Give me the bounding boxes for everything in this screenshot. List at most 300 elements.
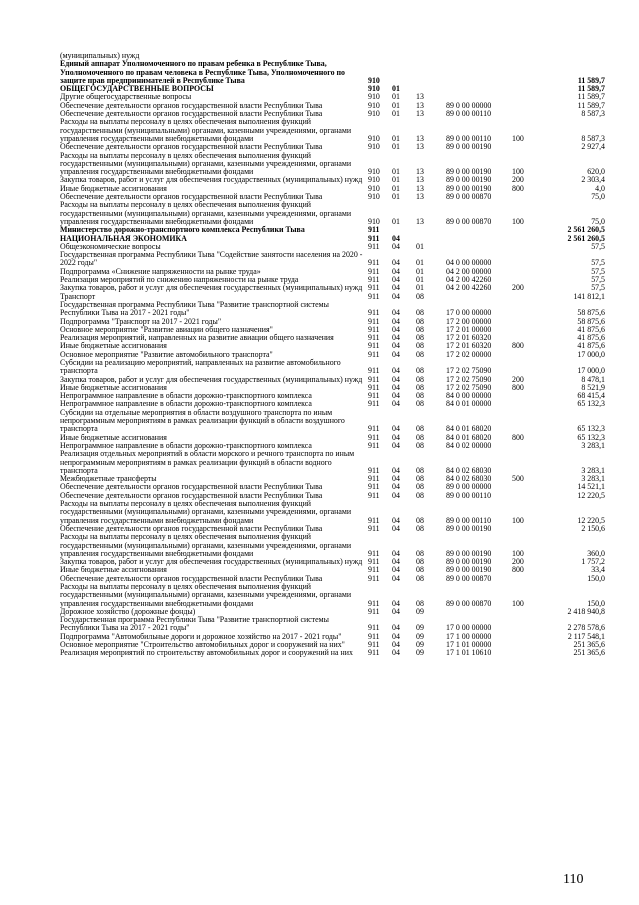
- section-code: 04: [392, 474, 400, 484]
- amount: 14 521,1: [577, 482, 605, 492]
- row-name: Обеспечение деятельности органов государственной власти Республики Тыва: [60, 142, 323, 152]
- amount: 65 132,3: [577, 399, 605, 409]
- budget-table-body: [60, 52, 605, 658]
- row-name: Другие общегосударственные вопросы: [60, 92, 192, 102]
- department-code: 911: [368, 482, 380, 492]
- section-code: 04: [392, 275, 400, 285]
- row-name: Государственная программа Республики Тыва "Содействие занятости населения на 2020 - 2022 годы": [60, 250, 363, 268]
- target-article-code: 17 2 02 75090: [446, 366, 492, 376]
- row-name: Обеспечение деятельности органов государственной власти Республики Тыва: [60, 109, 323, 119]
- amount: 17 000,0: [577, 366, 605, 376]
- department-code: 911: [368, 490, 380, 500]
- expense-type-code: [512, 575, 540, 583]
- target-article-code: 84 0 02 68030: [446, 474, 492, 484]
- expense-type-code: 100: [512, 548, 524, 558]
- subsection-code: 08: [416, 573, 424, 583]
- amount: 12 220,5: [577, 490, 605, 500]
- target-article-code: 84 0 00 00000: [446, 391, 492, 401]
- target-article-code: 89 0 00 00190: [446, 565, 492, 575]
- department-code: 911: [368, 623, 380, 633]
- subsection-code: 08: [416, 382, 424, 392]
- department-code: 911: [368, 523, 380, 533]
- section-code: 04: [392, 482, 400, 492]
- target-article-code: 89 0 00 00870: [446, 216, 492, 226]
- section-code: 04: [392, 333, 400, 343]
- amount: 58 875,6: [577, 316, 605, 326]
- department-code: 911: [368, 316, 380, 326]
- row-name: НАЦИОНАЛЬНАЯ ЭКОНОМИКА: [60, 233, 187, 243]
- amount: 8 521,9: [581, 382, 605, 392]
- amount: 150,0: [587, 573, 605, 583]
- expense-type-code: [512, 392, 540, 400]
- subsection-code: 08: [416, 341, 424, 351]
- target-article-code: 84 0 01 68020: [446, 424, 492, 434]
- expense-type-code: [512, 143, 540, 151]
- section-code: [392, 52, 416, 60]
- target-article-code: 84 0 02 00000: [446, 440, 492, 450]
- section-code: 04: [392, 606, 400, 616]
- subsection-code: 09: [416, 640, 424, 650]
- section-code: 04: [392, 515, 400, 525]
- subsection-code: 08: [416, 440, 424, 450]
- table-row: [60, 616, 605, 633]
- department-code: 911: [368, 341, 380, 351]
- department-code: 910: [368, 175, 380, 185]
- row-name: Единый аппарат Уполномоченного по правам ребенка в Республике Тыва, Уполномоченного по правам человека в Республике Тыва, Уполномоченного по защите прав предпринимателей в Республике Тыва: [60, 59, 346, 85]
- section-code: 04: [392, 648, 400, 658]
- amount: 8 587,3: [581, 133, 605, 143]
- target-article-code: 89 0 00 00110: [446, 490, 492, 500]
- subsection-code: 08: [416, 399, 424, 409]
- section-code: 04: [392, 598, 400, 608]
- section-code: 01: [392, 100, 400, 110]
- expense-type-code: [512, 52, 540, 60]
- amount: 11 589,7: [577, 92, 605, 102]
- expense-type-code: [512, 409, 540, 434]
- amount: 150,0: [587, 598, 605, 608]
- department-code: 911: [368, 598, 380, 608]
- department-code: 911: [368, 432, 380, 442]
- subsection-code: 08: [416, 316, 424, 326]
- expense-type-code: 800: [512, 432, 524, 442]
- department-code: 911: [368, 308, 380, 318]
- department-code: 911: [368, 324, 380, 334]
- section-code: 01: [392, 216, 400, 226]
- department-code: 911: [368, 349, 380, 359]
- target-article-code: 89 0 00 00190: [446, 167, 492, 177]
- target-article-code: 89 0 00 00110: [446, 133, 492, 143]
- subsection-code: 08: [416, 598, 424, 608]
- target-article-code: 17 2 02 75090: [446, 382, 492, 392]
- subsection-code: 13: [416, 133, 424, 143]
- table-row: [60, 533, 605, 558]
- subsection-code: 08: [416, 515, 424, 525]
- target-article-code: 89 0 00 00190: [446, 142, 492, 152]
- expense-type-code: 200: [512, 374, 524, 384]
- section-code: 04: [392, 283, 400, 293]
- amount: 2 561 260,5: [567, 225, 605, 235]
- expense-type-code: 800: [512, 382, 524, 392]
- amount: 620,0: [587, 167, 605, 177]
- amount: 3 283,1: [581, 474, 605, 484]
- expense-type-code: [512, 641, 540, 649]
- department-code: 911: [368, 225, 380, 235]
- row-name: Транспорт: [60, 291, 96, 301]
- target-article-code: 17 0 00 00000: [446, 308, 492, 318]
- amount: 11 589,7: [577, 84, 605, 94]
- section-code: 04: [392, 465, 400, 475]
- section-code: 01: [392, 192, 400, 202]
- row-name: Общеэкономические вопросы: [60, 241, 161, 251]
- target-article-code: 04 0 00 00000: [446, 258, 492, 268]
- expense-type-code: [512, 85, 540, 93]
- amount: 57,5: [591, 283, 605, 293]
- target-article-code: 17 1 01 00000: [446, 640, 492, 650]
- expense-type-code: [512, 235, 540, 243]
- subsection-code: 08: [416, 366, 424, 376]
- table-row: [60, 359, 605, 376]
- subsection-code: 08: [416, 490, 424, 500]
- expense-type-code: 100: [512, 216, 524, 226]
- amount: 65 132,3: [577, 432, 605, 442]
- amount: 2 150,6: [581, 523, 605, 533]
- row-name: Иные бюджетные ассигнования: [60, 341, 167, 351]
- amount: 2 117 548,1: [567, 631, 605, 641]
- expense-type-code: [512, 442, 540, 450]
- row-name: Расходы на выплаты персоналу в целях обеспечения выполнения функций государственными (муниципальными) органами, казенными учреждениями, органами управления государственными внебюджетными фондами: [60, 499, 352, 525]
- amount: 57,5: [591, 241, 605, 251]
- expense-type-code: [512, 492, 540, 500]
- expense-type-code: [512, 326, 540, 334]
- table-row: [60, 60, 605, 85]
- subsection-code: 13: [416, 167, 424, 177]
- amount: 65 132,3: [577, 424, 605, 434]
- department-code: 910: [368, 84, 380, 94]
- subsection-code: 01: [416, 275, 424, 285]
- department-code: 911: [368, 283, 380, 293]
- row-name: Непрограммное направление в области дорожно-транспортного комплекса: [60, 440, 312, 450]
- section-code: 04: [392, 565, 400, 575]
- row-name: Обеспечение деятельности органов государственной власти Республики Тыва: [60, 100, 323, 110]
- department-code: 910: [368, 100, 380, 110]
- department-code: 911: [368, 275, 380, 285]
- department-code: 910: [368, 75, 380, 85]
- department-code: 910: [368, 192, 380, 202]
- department-code: 911: [368, 515, 380, 525]
- row-name: Подпрограмма «Снижение напряженности на рынке труда»: [60, 266, 261, 276]
- target-article-code: [446, 243, 512, 251]
- target-article-code: [446, 52, 512, 60]
- section-code: 04: [392, 432, 400, 442]
- subsection-code: 08: [416, 432, 424, 442]
- target-article-code: 17 1 00 00000: [446, 631, 492, 641]
- row-name: Государственная программа Республики Тыва "Развитие транспортной системы Республики Тыва на 2017 - 2021 годы": [60, 299, 329, 318]
- target-article-code: 89 0 00 00870: [446, 573, 492, 583]
- target-article-code: [446, 60, 512, 85]
- row-name: ОБЩЕГОСУДАРСТВЕННЫЕ ВОПРОСЫ: [60, 84, 214, 94]
- department-code: 911: [368, 465, 380, 475]
- subsection-code: 08: [416, 474, 424, 484]
- amount: 57,5: [591, 275, 605, 285]
- row-name: Реализация мероприятий по строительству автомобильных дорог и сооружений на них: [60, 648, 353, 658]
- target-article-code: 17 2 01 60320: [446, 333, 492, 343]
- amount: 251 365,6: [573, 648, 605, 658]
- row-name: Закупка товаров, работ и услуг для обеспечения государственных (муниципальных) нужд: [60, 557, 363, 567]
- subsection-code: 13: [416, 92, 424, 102]
- table-row: [60, 301, 605, 318]
- row-name: Субсидии на отдельные мероприятия в области воздушного транспорта по иным непрограммным мероприятиям в рамках реализации функций в области воздушного транспорта: [60, 407, 345, 434]
- section-code: 04: [392, 258, 400, 268]
- section-code: 04: [392, 382, 400, 392]
- target-article-code: 04 2 00 00000: [446, 266, 492, 276]
- department-code: 911: [368, 241, 380, 251]
- expense-type-code: [512, 633, 540, 641]
- section-code: 01: [392, 142, 400, 152]
- amount: 41 875,6: [577, 333, 605, 343]
- department-code: [368, 52, 392, 60]
- department-code: 911: [368, 233, 380, 243]
- department-code: 911: [368, 565, 380, 575]
- subsection-code: 08: [416, 324, 424, 334]
- row-name: Иные бюджетные ассигнования: [60, 183, 167, 193]
- department-code: 910: [368, 167, 380, 177]
- target-article-code: 04 2 00 42260: [446, 283, 492, 293]
- table-row: [60, 409, 605, 434]
- target-article-code: [446, 293, 512, 301]
- amount: 2 303,4: [581, 175, 605, 185]
- target-article-code: 17 2 01 00000: [446, 324, 492, 334]
- row-name: Подпрограмма "Автомобильные дороги и дорожное хозяйство на 2017 - 2021 годы": [60, 631, 342, 641]
- row-name: Субсидии на реализацию мероприятий, направленных на развитие автомобильного транспорта: [60, 357, 341, 376]
- target-article-code: 89 0 00 00870: [446, 192, 492, 202]
- row-name: Подпрограмма "Транспорт на 2017 - 2021 годы": [60, 316, 222, 326]
- subsection-code: 09: [416, 631, 424, 641]
- target-article-code: 84 0 02 68030: [446, 465, 492, 475]
- target-article-code: 17 2 02 75090: [446, 374, 492, 384]
- section-code: 04: [392, 324, 400, 334]
- department-code: 911: [368, 366, 380, 376]
- department-code: 911: [368, 631, 380, 641]
- row-name: Иные бюджетные ассигнования: [60, 565, 167, 575]
- amount: 41 875,6: [577, 324, 605, 334]
- row-name: Непрограммное направление в области дорожно-транспортного комплекса: [60, 399, 312, 409]
- row-name: Расходы на выплаты персоналу в целях обеспечения выполнения функций государственными (муниципальными) органами, казенными учреждениями, органами управления государственными внебюджетными фондами: [60, 117, 352, 143]
- expense-type-code: [512, 293, 540, 301]
- subsection-code: 13: [416, 142, 424, 152]
- target-article-code: 89 0 00 00190: [446, 175, 492, 185]
- section-code: 04: [392, 523, 400, 533]
- row-name: Обеспечение деятельности органов государственной власти Республики Тыва: [60, 490, 323, 500]
- expense-type-code: 800: [512, 341, 524, 351]
- expense-type-code: [512, 351, 540, 359]
- department-code: 911: [368, 258, 380, 268]
- subsection-code: [416, 226, 446, 234]
- department-code: 910: [368, 142, 380, 152]
- subsection-code: 08: [416, 349, 424, 359]
- table-row: [60, 450, 605, 475]
- department-code: 911: [368, 640, 380, 650]
- subsection-code: 01: [416, 258, 424, 268]
- expense-type-code: 800: [512, 183, 524, 193]
- subsection-code: 01: [416, 266, 424, 276]
- subsection-code: 13: [416, 175, 424, 185]
- row-name: Министерство дорожно-транспортного комплекса Республики Тыва: [60, 225, 305, 235]
- expense-type-code: [512, 243, 540, 251]
- expense-type-code: [512, 268, 540, 276]
- table-row: [60, 152, 605, 177]
- department-code: 910: [368, 109, 380, 119]
- amount: 4,0: [595, 183, 605, 193]
- row-name: Расходы на выплаты персоналу в целях обеспечения выполнения функций государственными (муниципальными) органами, казенными учреждениями, органами управления государственными внебюджетными фондами: [60, 532, 352, 558]
- budget-table: [60, 52, 605, 658]
- row-name: Основное мероприятие "Развитие автомобильного транспорта": [60, 349, 273, 359]
- row-name: Расходы на выплаты персоналу в целях обеспечения выполнения функций государственными (муниципальными) органами, казенными учреждениями, органами управления государственными внебюджетными фондами: [60, 200, 352, 226]
- department-code: 911: [368, 374, 380, 384]
- subsection-code: 08: [416, 465, 424, 475]
- target-article-code: 17 0 00 00000: [446, 623, 492, 633]
- target-article-code: [446, 85, 512, 93]
- subsection-code: 01: [416, 283, 424, 293]
- target-article-code: 17 2 02 00000: [446, 349, 492, 359]
- department-code: 911: [368, 266, 380, 276]
- expense-type-code: [512, 359, 540, 376]
- amount: 75,0: [591, 192, 605, 202]
- subsection-code: 08: [416, 523, 424, 533]
- table-row: [60, 649, 605, 657]
- amount: [540, 52, 605, 60]
- expense-type-code: [512, 110, 540, 118]
- department-code: 911: [368, 399, 380, 409]
- expense-type-code: 200: [512, 283, 524, 293]
- subsection-code: 01: [416, 241, 424, 251]
- target-article-code: 84 0 01 00000: [446, 399, 492, 409]
- target-article-code: [446, 608, 512, 616]
- row-name: Основное мероприятие "Развитие авиации общего назначения": [60, 324, 273, 334]
- target-article-code: 17 1 01 10610: [446, 648, 492, 658]
- section-code: 04: [392, 374, 400, 384]
- section-code: 04: [392, 440, 400, 450]
- section-code: 04: [392, 424, 400, 434]
- section-code: 04: [392, 366, 400, 376]
- amount: 75,0: [591, 216, 605, 226]
- expense-type-code: [512, 450, 540, 475]
- row-name: Расходы на выплаты персоналу в целях обеспечения выполнения функций государственными (муниципальными) органами, казенными учреждениями, органами управления государственными внебюджетными фондами: [60, 150, 352, 177]
- expense-type-code: 100: [512, 133, 524, 143]
- target-article-code: 17 2 00 00000: [446, 316, 492, 326]
- section-code: 04: [392, 557, 400, 567]
- row-name: Закупка товаров, работ и услуг для обеспечения государственных (муниципальных) нужд: [60, 374, 363, 384]
- amount: 8 587,3: [581, 109, 605, 119]
- department-code: 910: [368, 183, 380, 193]
- table-row: [60, 201, 605, 226]
- expense-type-code: [512, 93, 540, 101]
- section-code: 04: [392, 233, 400, 243]
- department-code: 911: [368, 440, 380, 450]
- row-name: Обеспечение деятельности органов государственной власти Республики Тыва: [60, 573, 323, 583]
- expense-type-code: [512, 102, 540, 110]
- subsection-code: 08: [416, 482, 424, 492]
- target-article-code: 17 2 01 60320: [446, 341, 492, 351]
- row-name: Закупка товаров, работ и услуг для обеспечения государственных (муниципальных) нужд: [60, 175, 363, 185]
- department-code: 910: [368, 216, 380, 226]
- amount: 141 812,1: [573, 291, 605, 301]
- subsection-code: 09: [416, 606, 424, 616]
- section-code: 04: [392, 241, 400, 251]
- amount: 58 875,6: [577, 308, 605, 318]
- row-name: Дорожное хозяйство (дорожные фонды): [60, 606, 196, 616]
- row-name: Основное мероприятие "Строительство автомобильных дорог и сооружений на них": [60, 640, 345, 650]
- section-code: 04: [392, 631, 400, 641]
- department-code: 911: [368, 648, 380, 658]
- amount: 2 418 940,8: [567, 606, 605, 616]
- target-article-code: 89 0 00 00190: [446, 557, 492, 567]
- expense-type-code: 200: [512, 175, 524, 185]
- subsection-code: 09: [416, 648, 424, 658]
- amount: 41 875,6: [577, 341, 605, 351]
- department-code: 911: [368, 391, 380, 401]
- subsection-code: 13: [416, 183, 424, 193]
- department-code: 911: [368, 474, 380, 484]
- expense-type-code: [512, 251, 540, 268]
- amount: 57,5: [591, 266, 605, 276]
- target-article-code: 89 0 00 00000: [446, 482, 492, 492]
- row-name: Государственная программа Республики Тыва "Развитие транспортной системы Республики Тыва на 2017 - 2021 годы": [60, 615, 329, 633]
- section-code: 04: [392, 308, 400, 318]
- amount: 360,0: [587, 548, 605, 558]
- department-code: 911: [368, 333, 380, 343]
- expense-type-code: [512, 226, 540, 234]
- target-article-code: 89 0 00 00190: [446, 548, 492, 558]
- expense-type-code: [512, 649, 540, 657]
- row-name: Реализация мероприятий по снижению напряженности на рынке труда: [60, 275, 299, 285]
- subsection-code: 08: [416, 548, 424, 558]
- subsection-code: 08: [416, 374, 424, 384]
- amount: 3 283,1: [581, 465, 605, 475]
- amount: 251 365,6: [573, 640, 605, 650]
- row-name: Непрограммное направление в области дорожно-транспортного комплекса: [60, 391, 312, 401]
- target-article-code: 84 0 01 68020: [446, 432, 492, 442]
- expense-type-code: [512, 193, 540, 201]
- section-code: 01: [392, 109, 400, 119]
- amount: 57,5: [591, 258, 605, 268]
- section-code: 01: [392, 92, 400, 102]
- row-name: Реализация мероприятий, направленных на развитие авиации общего назначения: [60, 333, 334, 343]
- row-name: (муниципальных) нужд: [60, 51, 140, 60]
- target-article-code: 89 0 00 00870: [446, 598, 492, 608]
- section-code: 04: [392, 316, 400, 326]
- amount: 2 278 578,6: [567, 623, 605, 633]
- subsection-code: [416, 52, 446, 60]
- expense-type-code: [512, 483, 540, 491]
- section-code: 04: [392, 291, 400, 301]
- section-code: 01: [392, 175, 400, 185]
- subsection-code: 08: [416, 565, 424, 575]
- section-code: 04: [392, 391, 400, 401]
- row-name: Межбюджетные трансферты: [60, 474, 157, 484]
- expense-type-code: 100: [512, 515, 524, 525]
- amount: 11 589,7: [577, 100, 605, 110]
- department-code: 911: [368, 606, 380, 616]
- section-code: 04: [392, 341, 400, 351]
- expense-type-code: [512, 400, 540, 408]
- amount: 2 561 260,5: [567, 233, 605, 243]
- department-code: 911: [368, 573, 380, 583]
- department-code: 911: [368, 424, 380, 434]
- department-code: 911: [368, 557, 380, 567]
- section-code: 04: [392, 573, 400, 583]
- section-code: 01: [392, 133, 400, 143]
- amount: 1 757,2: [581, 557, 605, 567]
